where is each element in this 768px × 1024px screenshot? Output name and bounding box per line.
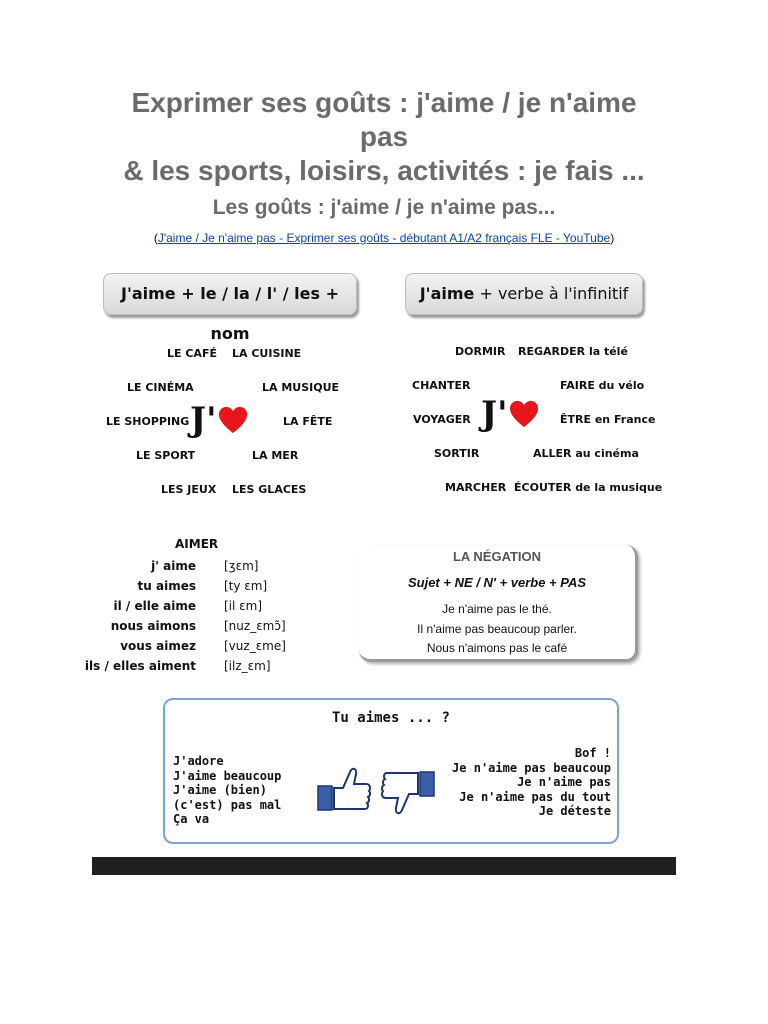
noun-word: LA MUSIQUE bbox=[262, 381, 340, 394]
noun-word: LES JEUX bbox=[161, 483, 217, 496]
conjugation-form: j' aime bbox=[151, 559, 196, 573]
negation-box bbox=[359, 545, 638, 662]
thumbs-down-icon bbox=[382, 772, 434, 813]
video-link-line bbox=[60, 231, 708, 245]
noun-word: LE SHOPPING bbox=[106, 415, 190, 428]
verb-pattern-rest: + verbe à l'infinitif bbox=[474, 284, 629, 303]
link-paren-open: ( bbox=[153, 231, 158, 245]
noun-pattern-pill: J'aime + le / la / l' / les + nom bbox=[103, 273, 357, 315]
positive-item: J'aime (bien) bbox=[173, 783, 267, 797]
noun-word: LA FÊTE bbox=[283, 415, 333, 428]
conjugation-row bbox=[106, 619, 306, 639]
conjugation-row bbox=[106, 639, 306, 659]
conjugation-form: tu aimes bbox=[137, 579, 196, 593]
conjugation-row bbox=[84, 659, 306, 679]
verb-word: VOYAGER bbox=[413, 413, 471, 426]
j-heart-left bbox=[190, 400, 248, 440]
verb-pattern-pill bbox=[405, 273, 643, 315]
positive-item: (c'est) pas mal bbox=[173, 797, 282, 812]
conjugation-phonetic: [ʒɛm] bbox=[224, 559, 259, 573]
negative-list bbox=[452, 746, 611, 819]
thumbs-up-icon bbox=[318, 769, 370, 810]
verb-word: REGARDER la télé bbox=[518, 345, 628, 358]
conjugation-form: ils / elles aiment bbox=[84, 659, 196, 673]
conjugation-phonetic: [il ɛm] bbox=[224, 599, 263, 613]
conjugation-row bbox=[106, 579, 306, 599]
heart-icon bbox=[218, 405, 248, 435]
verb-word: ALLER au cinéma bbox=[533, 447, 639, 460]
noun-word: LES GLACES bbox=[232, 483, 307, 496]
verb-word: SORTIR bbox=[434, 447, 480, 460]
conjugation-phonetic: [vuz_ɛme] bbox=[224, 639, 286, 653]
conjugation-form: nous aimons bbox=[110, 619, 196, 633]
verb-word: MARCHER bbox=[445, 481, 507, 494]
j-letter: J' bbox=[190, 400, 217, 440]
positive-item: J'aime beaucoup bbox=[173, 768, 282, 783]
positive-item: Ça va bbox=[173, 812, 210, 826]
title-line-2: pas bbox=[359, 121, 409, 152]
noun-word: LE SPORT bbox=[136, 449, 196, 462]
conjugation-phonetic: [ty ɛm] bbox=[224, 579, 268, 593]
verb-word: ÉCOUTER de la musique bbox=[514, 481, 663, 494]
noun-word: LE CINÉMA bbox=[127, 381, 194, 394]
conjugation-phonetic: [ilz_ɛm] bbox=[224, 659, 271, 673]
negative-item: Bof ! bbox=[574, 746, 611, 760]
noun-word: LA MER bbox=[252, 449, 299, 462]
tu-aimes-question: Tu aimes ... ? bbox=[331, 710, 450, 726]
noun-word: LE CAFÉ bbox=[167, 347, 217, 360]
negative-item: Je n'aime pas du tout bbox=[459, 789, 611, 804]
negation-rule: Sujet + NE / N' + verbe + PAS bbox=[407, 575, 587, 590]
negation-title: LA NÉGATION bbox=[452, 549, 542, 564]
section-subtitle: Les goûts : j'aime / je n'aime pas... bbox=[212, 196, 556, 219]
thumbs-icons bbox=[317, 764, 437, 820]
dark-footer-bar bbox=[92, 857, 676, 875]
noun-word: LA CUISINE bbox=[232, 347, 302, 360]
youtube-link[interactable]: J'aime / Je n'aime pas - Exprimer ses goûts - débutant A1/A2 français FLE - YouTube bbox=[157, 231, 611, 245]
verb-word: ÊTRE en France bbox=[560, 413, 656, 426]
page-title bbox=[60, 86, 708, 188]
positive-item: J'adore bbox=[173, 754, 224, 768]
link-paren-close: ) bbox=[610, 231, 615, 245]
tu-aimes-box bbox=[163, 698, 619, 844]
conjugation-heading: AIMER bbox=[175, 537, 219, 551]
conjugation-row bbox=[106, 559, 306, 579]
negative-item: Je n'aime pas bbox=[517, 775, 611, 789]
negation-example: Il n'aime pas beaucoup parler. bbox=[417, 622, 577, 636]
j-letter: J' bbox=[481, 394, 508, 434]
negative-item: Je n'aime pas beaucoup bbox=[452, 760, 611, 775]
title-line-1: Exprimer ses goûts : j'aime / je n'aime bbox=[131, 87, 637, 118]
positive-list bbox=[173, 754, 281, 827]
negation-example: Nous n'aimons pas le café bbox=[426, 641, 568, 655]
negation-example: Je n'aime pas le thé. bbox=[442, 602, 552, 616]
conjugation-form: vous aimez bbox=[120, 639, 196, 653]
verb-word: DORMIR bbox=[455, 345, 506, 358]
conjugation-form: il / elle aime bbox=[113, 599, 196, 613]
verb-pattern-bold: J'aime bbox=[419, 284, 475, 303]
j-heart-right bbox=[481, 394, 539, 434]
verb-word: CHANTER bbox=[412, 379, 471, 392]
conjugation-phonetic: [nuz_ɛmɔ̃] bbox=[224, 619, 286, 633]
verb-word: FAIRE du vélo bbox=[560, 379, 645, 392]
heart-icon bbox=[509, 399, 539, 429]
title-line-3: & les sports, loisirs, activités : je fais ... bbox=[123, 155, 645, 186]
conjugation-row bbox=[106, 599, 306, 619]
negative-item: Je déteste bbox=[538, 804, 611, 818]
